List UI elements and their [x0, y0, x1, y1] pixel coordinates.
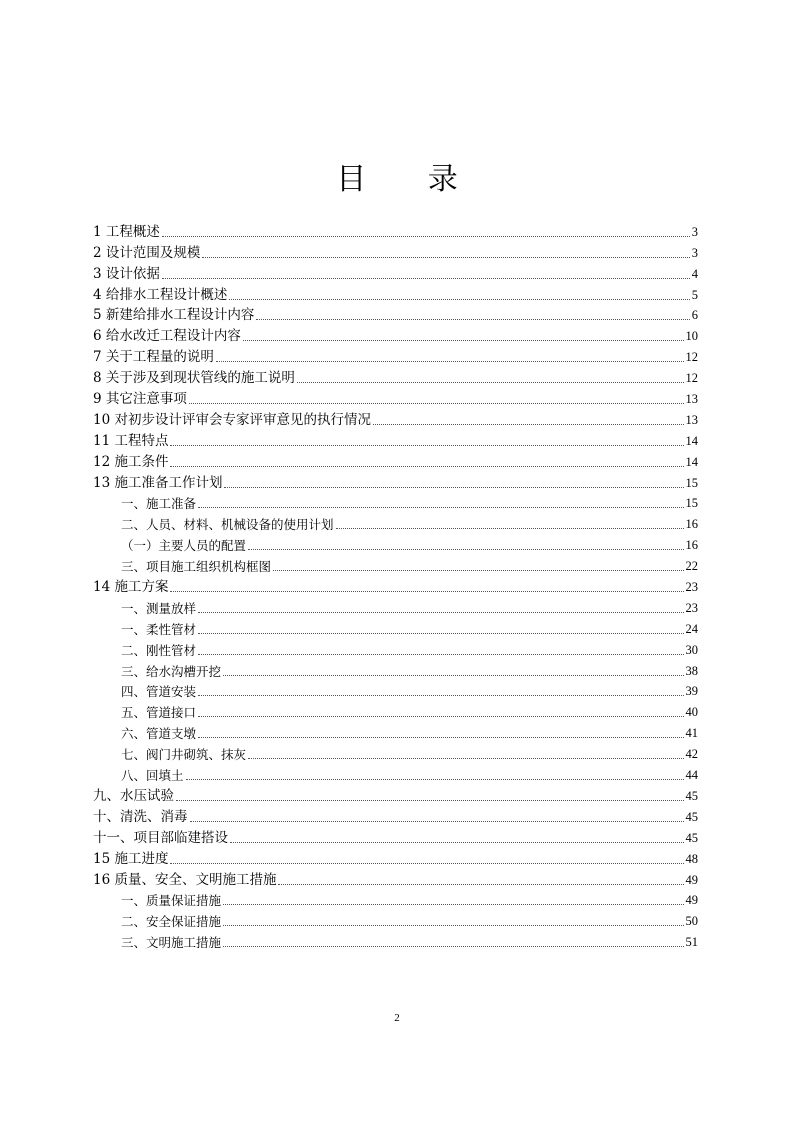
toc-dot-leader	[198, 716, 683, 717]
toc-entry-label: 三、给水沟槽开挖	[121, 663, 222, 679]
toc-entry-label: 2 设计范围及规模	[93, 244, 201, 261]
toc-entry[interactable]	[93, 784, 698, 805]
toc-entry-page: 49	[685, 893, 698, 908]
toc-entry-label: 六、管道支墩	[121, 726, 197, 742]
toc-entry[interactable]	[93, 763, 698, 784]
toc-dot-leader	[162, 236, 690, 237]
toc-entry-page: 50	[685, 914, 698, 929]
toc-entry[interactable]	[93, 533, 698, 554]
toc-entry[interactable]	[93, 596, 698, 617]
toc-dot-leader	[202, 257, 689, 258]
toc-entry[interactable]	[93, 262, 698, 283]
toc-dot-leader	[198, 695, 683, 696]
toc-dot-leader	[198, 654, 683, 655]
toc-dot-leader	[198, 507, 683, 508]
toc-entry-label: 三、文明施工措施	[121, 935, 222, 951]
toc-entry-page: 15	[685, 496, 698, 511]
toc-entry-label: 15 施工进度	[93, 850, 169, 867]
toc-entry-page: 38	[685, 663, 698, 678]
toc-dot-leader	[223, 675, 683, 676]
toc-entry-page: 13	[685, 412, 698, 427]
toc-dot-leader	[336, 528, 684, 529]
toc-entry-page: 4	[691, 266, 698, 281]
toc-entry-label: 一、施工准备	[121, 496, 197, 512]
toc-entry[interactable]	[93, 345, 698, 366]
toc-entry-label: 二、安全保证措施	[121, 914, 222, 930]
toc-dot-leader	[170, 591, 683, 592]
toc-entry-label: 10 对初步设计评审会专家评审意见的执行情况	[93, 411, 371, 428]
toc-entry-label: 四、管道安装	[121, 684, 197, 700]
toc-entry[interactable]	[93, 826, 698, 847]
toc-dot-leader	[198, 612, 683, 613]
toc-entry-page: 6	[691, 308, 698, 323]
toc-entry-page: 41	[685, 726, 698, 741]
toc-dot-leader	[198, 633, 683, 634]
toc-entry-page: 40	[685, 705, 698, 720]
toc-entry-page: 30	[685, 642, 698, 657]
toc-entry-page: 49	[685, 872, 698, 887]
toc-entry-page: 16	[685, 538, 698, 553]
toc-entry-page: 45	[685, 809, 698, 824]
toc-entry-label: 二、刚性管材	[121, 642, 197, 658]
toc-entry-label: 五、管道接口	[121, 705, 197, 721]
toc-dot-leader	[189, 403, 684, 404]
toc-entry[interactable]	[93, 659, 698, 680]
toc-entry-page: 39	[685, 684, 698, 699]
toc-entry-label: 一、测量放样	[121, 600, 197, 616]
toc-dot-leader	[256, 319, 689, 320]
toc-entry[interactable]	[93, 847, 698, 868]
toc-entry-page: 22	[685, 559, 698, 574]
toc-entry[interactable]	[93, 429, 698, 450]
toc-dot-leader	[373, 424, 684, 425]
toc-entry[interactable]	[93, 408, 698, 429]
toc-entry-page: 51	[685, 935, 698, 950]
toc-entry-label: 7 关于工程量的说明	[93, 349, 214, 366]
toc-dot-leader	[198, 737, 683, 738]
toc-entry[interactable]	[93, 471, 698, 492]
toc-dot-leader	[273, 570, 683, 571]
toc-entry-label: 十一、项目部临建搭设	[93, 829, 228, 846]
toc-entry-label: 七、阀门井砌筑、抹灰	[121, 747, 247, 763]
toc-entry-page: 12	[685, 371, 698, 386]
toc-dot-leader	[229, 299, 689, 300]
toc-entry-page: 14	[685, 433, 698, 448]
toc-entry-label: 8 关于涉及到现状管线的施工说明	[93, 370, 295, 387]
toc-dot-leader	[248, 549, 683, 550]
toc-entry[interactable]	[93, 889, 698, 910]
toc-dot-leader	[223, 904, 683, 905]
toc-dot-leader	[278, 884, 683, 885]
toc-entry[interactable]	[93, 324, 698, 345]
toc-entry-label: 一、质量保证措施	[121, 893, 222, 909]
toc-entry-page: 48	[685, 851, 698, 866]
toc-entry-page: 5	[691, 287, 698, 302]
toc-dot-leader	[190, 821, 684, 822]
toc-entry-page: 15	[685, 475, 698, 490]
toc-entry-page: 45	[685, 830, 698, 845]
toc-entry[interactable]	[93, 909, 698, 930]
toc-dot-leader	[216, 361, 684, 362]
toc-entry-page: 23	[685, 600, 698, 615]
toc-entry-label: 16 质量、安全、文明施工措施	[93, 871, 277, 888]
toc-entry[interactable]	[93, 241, 698, 262]
toc-dot-leader	[248, 758, 683, 759]
toc-dot-leader	[230, 842, 684, 843]
toc-dot-leader	[223, 925, 683, 926]
toc-entry-label: 一、柔性管材	[121, 621, 197, 637]
toc-entry-label: 八、回填土	[121, 768, 184, 784]
toc-entry-label: 14 施工方案	[93, 579, 169, 596]
toc-entry-page: 3	[691, 245, 698, 260]
toc-entry-page: 24	[685, 621, 698, 636]
toc-dot-leader	[162, 278, 690, 279]
toc-entry-label: 6 给水改迁工程设计内容	[93, 328, 241, 345]
toc-dot-leader	[176, 800, 684, 801]
toc-dot-leader	[170, 863, 683, 864]
toc-entry-label: 4 给排水工程设计概述	[93, 286, 228, 303]
toc-entry[interactable]	[93, 575, 698, 596]
toc-entry[interactable]	[93, 492, 698, 513]
toc-entry[interactable]	[93, 700, 698, 721]
toc-entry-label: 3 设计依据	[93, 265, 160, 282]
toc-entry-page: 44	[685, 768, 698, 783]
toc-entry-label: 11 工程特点	[93, 432, 169, 449]
toc-entry[interactable]	[93, 220, 698, 241]
toc-dot-leader	[223, 946, 683, 947]
toc-entry[interactable]	[93, 638, 698, 659]
toc-entry[interactable]	[93, 366, 698, 387]
toc-entry-label: 13 施工准备工作计划	[93, 474, 223, 491]
toc-dot-leader	[186, 779, 684, 780]
toc-entry-page: 45	[685, 788, 698, 803]
toc-entry[interactable]	[93, 450, 698, 471]
toc-entry-page: 14	[685, 454, 698, 469]
toc-entry-label: 九、水压试验	[93, 787, 174, 804]
toc-dot-leader	[170, 466, 683, 467]
toc-entry[interactable]	[93, 805, 698, 826]
toc-entry-label: 1 工程概述	[93, 223, 160, 240]
toc-dot-leader	[243, 340, 684, 341]
toc-entry-page: 23	[685, 580, 698, 595]
toc-entry-label: 12 施工条件	[93, 453, 169, 470]
toc-entry[interactable]	[93, 304, 698, 325]
toc-entry-page: 10	[685, 329, 698, 344]
toc-entry-page: 13	[685, 392, 698, 407]
toc-entry-page: 12	[685, 350, 698, 365]
toc-dot-leader	[224, 487, 683, 488]
toc-entry-label: 9 其它注意事项	[93, 391, 187, 408]
toc-entry[interactable]	[93, 680, 698, 701]
table-of-contents	[93, 220, 698, 951]
page-number: 2	[394, 1012, 400, 1024]
toc-entry[interactable]	[93, 283, 698, 304]
toc-entry[interactable]	[93, 721, 698, 742]
toc-entry-label: 三、项目施工组织机构框图	[121, 559, 272, 575]
toc-entry[interactable]	[93, 617, 698, 638]
toc-entry[interactable]	[93, 387, 698, 408]
toc-entry-label: 十、清洗、消毒	[93, 808, 188, 825]
toc-entry-label: （一）主要人员的配置	[121, 538, 247, 554]
toc-dot-leader	[170, 445, 683, 446]
toc-entry[interactable]	[93, 512, 698, 533]
toc-entry[interactable]	[93, 742, 698, 763]
toc-dot-leader	[297, 382, 684, 383]
toc-entry[interactable]	[93, 930, 698, 951]
toc-entry-label: 5 新建给排水工程设计内容	[93, 307, 255, 324]
toc-entry[interactable]	[93, 554, 698, 575]
toc-entry-page: 3	[691, 224, 698, 239]
toc-entry[interactable]	[93, 868, 698, 889]
toc-entry-page: 16	[685, 517, 698, 532]
toc-entry-page: 42	[685, 747, 698, 762]
page-title: 目 录	[336, 162, 484, 197]
toc-entry-label: 二、人员、材料、机械设备的使用计划	[121, 517, 334, 533]
